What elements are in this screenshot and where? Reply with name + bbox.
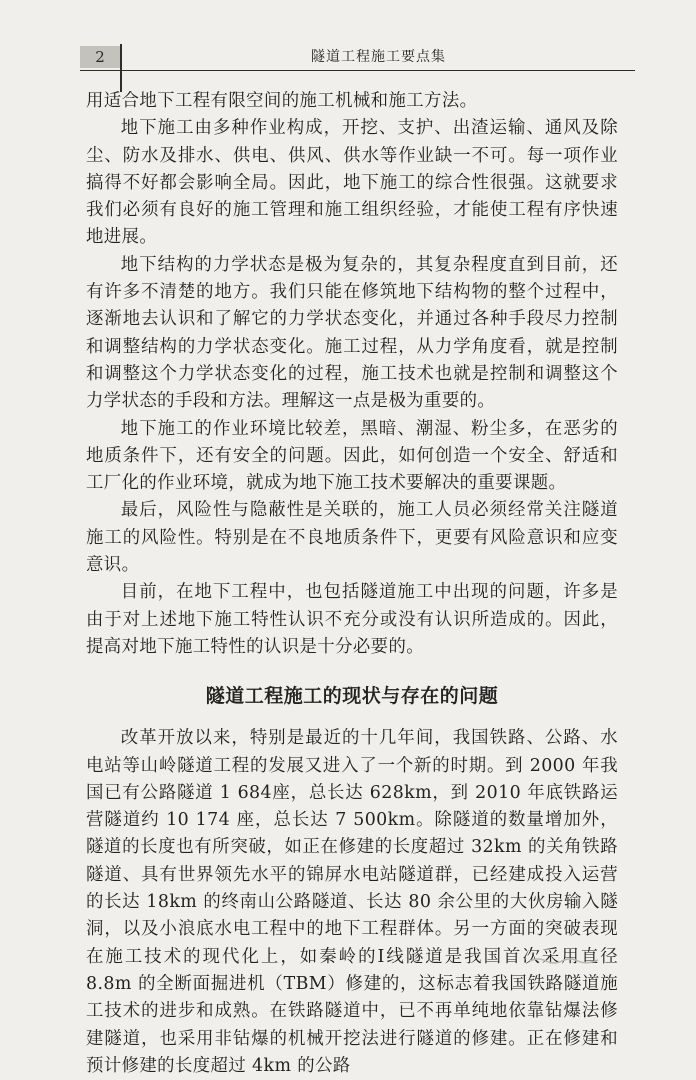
running-header bbox=[80, 44, 635, 71]
paragraph: 改革开放以来，特别是最近的十几年间，我国铁路、公路、水电站等山岭隧道工程的发展又进入了一个新的时期。到 2000 年我国已有公路隧道 1 684座，总长达 628km，到 2010 年底铁路运营隧道约 10 174 座，总长达 7 500km。除隧道的数量增加外，隧道的长度也有所突破，如正在修建的长度超过 32km 的关角铁路隧道、具有世界领先水平的锦屏水电站隧道群，已经建成投入运营的长达 18km 的终南山公路隧道、长达 80 余公里的大伙房输入隧洞，以及小浪底水电工程中的地下工程群体。另一方面的突破表现在施工技术的现代化上，如秦岭的Ⅰ线隧道是我国首次采用直径 8.8m 的全断面掘进机（TBM）修建的，这标志着我国铁路隧道施工技术的进步和成熟。在铁路隧道中，已不再单纯地依靠钻爆法修建隧道，也采用非钻爆的机械开挖法进行隧道的修建。正在修建和预计修建的长度超过 4km 的公路 bbox=[86, 728, 618, 1076]
paragraph: 最后，风险性与隐蔽性是关联的，施工人员必须经常关注隧道施工的风险性。特别是在不良地质条件下，更要有风险意识和应变意识。 bbox=[86, 500, 618, 576]
paragraph: 目前，在地下工程中，也包括隧道施工中出现的问题，许多是由于对上述地下施工特性认识不充分或没有认识所造成的。因此，提高对地下施工特性的认识是十分必要的。 bbox=[86, 582, 618, 657]
body-text bbox=[86, 88, 618, 1080]
page-number: 2 bbox=[80, 46, 120, 68]
decorative-footer-mark bbox=[528, 955, 600, 965]
book-title: 隧道工程施工要点集 bbox=[311, 49, 446, 65]
paragraph: 地下结构的力学状态是极为复杂的，其复杂程度直到目前，还有许多不清楚的地方。我们只能在修筑地下结构物的整个过程中，逐渐地去认识和了解它的力学状态变化，并通过各种手段尽力控制和调整结构的力学状态变化。施工过程，从力学角度看，就是控制和调整这个力学状态变化的过程，施工技术也就是控制和调整这个力学状态的手段和方法。理解这一点是极为重要的。 bbox=[86, 254, 618, 412]
section-heading: 隧道工程施工的现状与存在的问题 bbox=[205, 685, 499, 708]
paragraph: 地下施工的作业环境比较差，黑暗、潮湿、粉尘多，在恶劣的地质条件下，还有安全的问题。因此，如何创造一个安全、舒适和工厂化的作业环境，就成为地下施工技术要解决的重要课题。 bbox=[86, 418, 618, 494]
paragraph: 地下施工由多种作业构成，开挖、支护、出渣运输、通风及除尘、防水及排水、供电、供风、供水等作业缺一不可。每一项作业搞得不好都会影响全局。因此，地下施工的综合性很强。这就要求我们必须有良好的施工管理和施工组织经验，才能使工程有序快速地进展。 bbox=[86, 118, 618, 248]
paragraph-continuation: 用适合地下工程有限空间的施工机械和施工方法。 bbox=[86, 91, 478, 111]
